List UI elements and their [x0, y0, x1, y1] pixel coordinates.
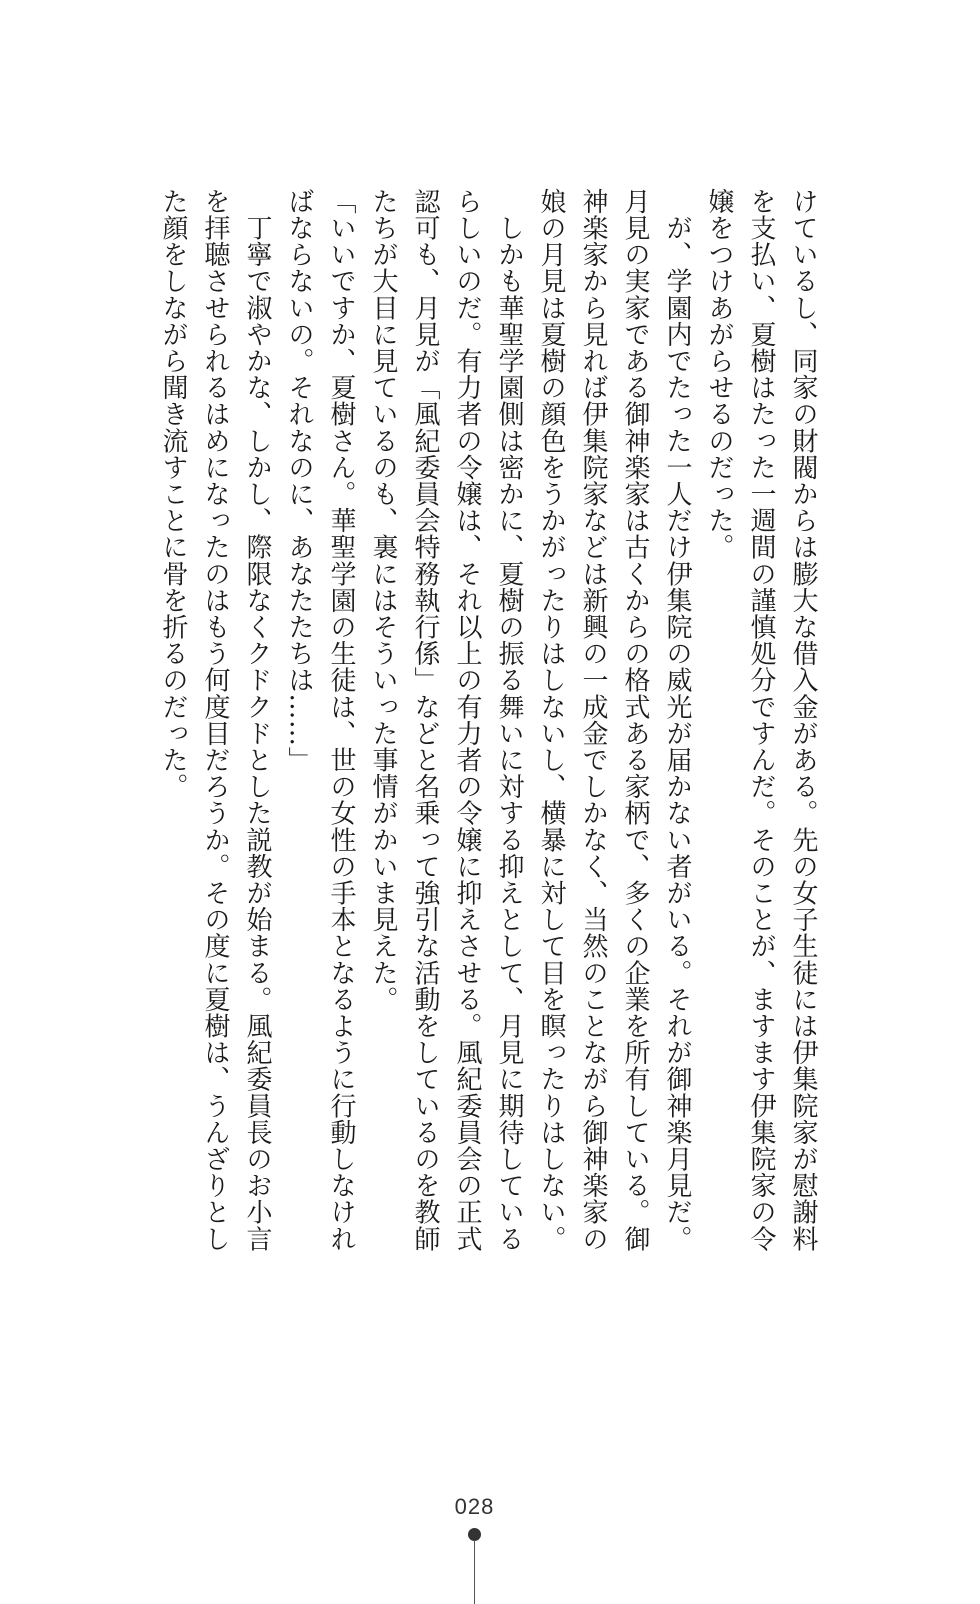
text-line: 月見の実家である御神楽家は古くからの格式ある家柄で、多くの企業を所有している。御: [620, 188, 650, 1252]
text-line: けているし、同家の財閥からは膨大な借入金がある。先の女子生徒には伊集院家が慰謝料: [788, 188, 818, 1252]
text-line: を拝聴させられるはめになったのはもう何度目だろうか。その度に夏樹は、うんざりとし: [200, 188, 230, 1252]
text-line: 丁寧で淑やかな、しかし、際限なくクドクドとした説教が始まる。風紀委員長のお小言: [242, 188, 272, 1252]
text-line: 「いいですか、夏樹さん。華聖学園の生徒は、世の女性の手本となるように行動しなけれ: [326, 188, 356, 1252]
page-number: 028: [454, 1494, 495, 1519]
body-text: [152, 188, 824, 1288]
text-line: 神楽家から見れば伊集院家などは新興の一成金でしかなく、当然のことながら御神楽家の: [578, 188, 608, 1252]
text-line: らしいのだ。有力者の令嬢は、それ以上の有力者の令嬢に抑えさせる。風紀委員会の正式: [452, 188, 482, 1252]
text-line: 認可も、月見が「風紀委員会特務執行係」などと名乗って強引な活動をしているのを教師: [410, 188, 440, 1252]
text-line: 娘の月見は夏樹の顔色をうかがったりはしないし、横暴に対して目を瞑ったりはしない。: [536, 188, 566, 1252]
text-line: が、学園内でたった一人だけ伊集院の威光が届かない者がいる。それが御神楽月見だ。: [662, 188, 692, 1252]
text-line: たちが大目に見ているのも、裏にはそういった事情がかいま見えた。: [368, 188, 398, 1013]
text-line: 嬢をつけあがらせるのだった。: [704, 188, 734, 561]
text-line: を支払い、夏樹はたった一週間の謹慎処分ですんだ。そのことが、ますます伊集院家の令: [746, 188, 776, 1252]
text-line: た顔をしながら聞き流すことに骨を折るのだった。: [158, 188, 188, 800]
text-line: しかも華聖学園側は密かに、夏樹の振る舞いに対する抑えとして、月見に期待している: [494, 188, 524, 1252]
text-line: ばならないの。それなのに、あなたたちは……」: [284, 188, 314, 774]
page-marker-line: [474, 1540, 475, 1604]
